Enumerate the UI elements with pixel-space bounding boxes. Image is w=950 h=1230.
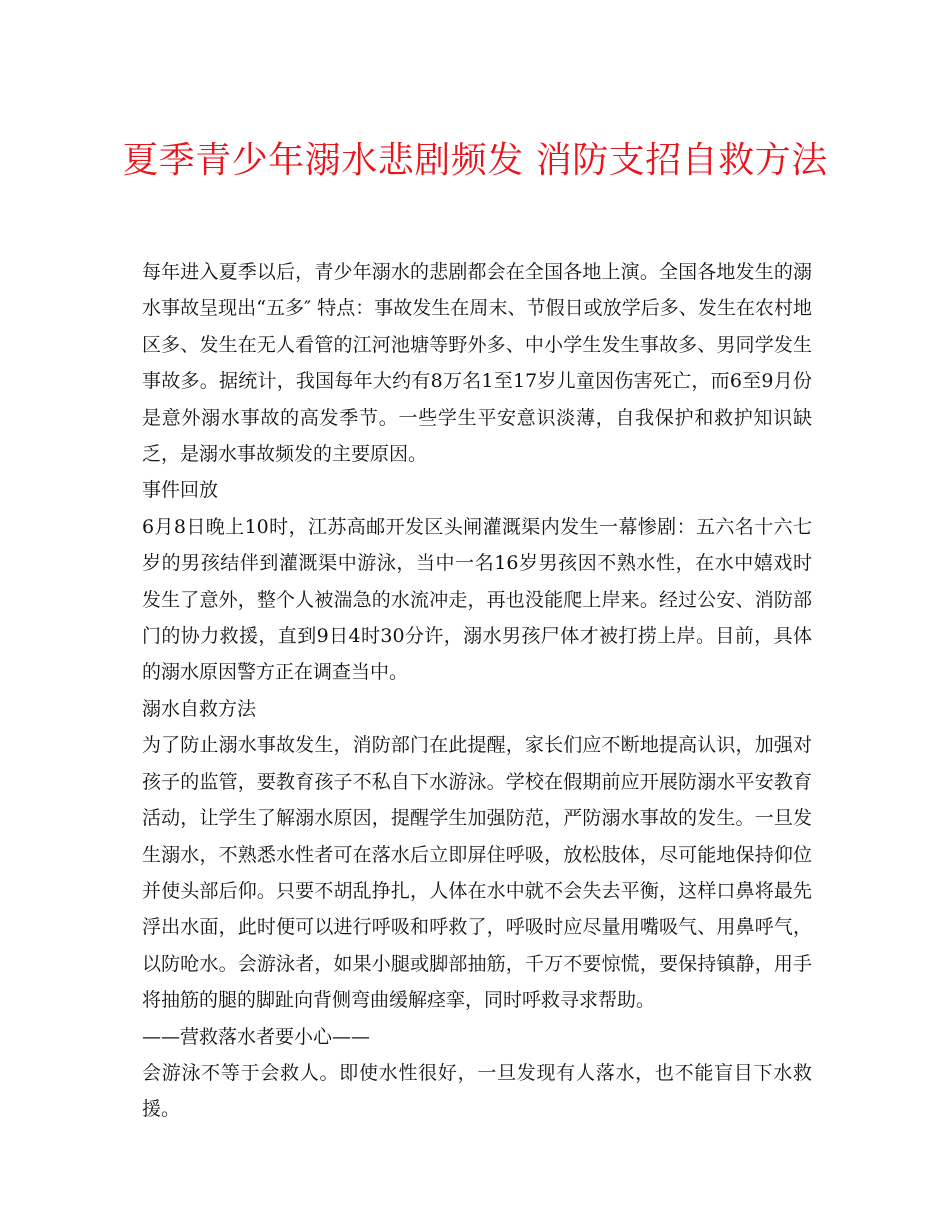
paragraph-intro: 每年进入夏季以后，青少年溺水的悲剧都会在全国各地上演。全国各地发生的溺水事故呈现出“五多″ 特点：事故发生在周末、节假日或放学后多、发生在农村地区多、发生在无人看管的江河池塘等野外多、中小学生发生事故多、男同学发生事故多。据统计，我国每年大约有8万名1至17岁儿童因伤害死亡，而6至9月份是意外溺水事故的高发季节。一些学生平安意识淡薄，自我保护和救护知识缺乏，是溺水事故频发的主要原因。 [142,261,812,466]
paragraph-self-rescue: 为了防止溺水事故发生，消防部门在此提醒，家长们应不断地提高认识，加强对孩子的监管，要教育孩子不私自下水游泳。学校在假期前应开展防溺水平安教育活动，让学生了解溺水原因，提醒学生加强防范，严防溺水事故的发生。一旦发生溺水，不熟悉水性者可在落水后立即屏住呼吸，放松肢体，尽可能地保持仰位并使头部后仰。只要不胡乱挣扎，人体在水中就不会失去平衡，这样口鼻将最先浮出水面，此时便可以进行呼吸和呼救了，呼吸时应尽量用嘴吸气、用鼻呼气，以防呛水。会游泳者，如果小腿或脚部抽筋，千万不要惊慌，要保持镇静，用手将抽筋的腿的脚趾向背侧弯曲缓解痉挛，同时呼救寻求帮助。 [142,734,812,1012]
section-heading-rescue-caution: ——营救落水者要小心—— [142,1025,371,1048]
document-body [142,254,812,1128]
section-heading-self-rescue: 溺水自救方法 [142,697,257,720]
paragraph-rescue-caution: 会游泳不等于会救人。即使水性很好，一旦发现有人落水，也不能盲目下水救援。 [142,1061,812,1121]
document-title: 夏季青少年溺水悲剧频发 消防支招自救方法 [122,140,828,181]
paragraph-incident: 6月8日晚上10时，江苏高邮开发区头闸灌溉渠内发生一幕惨剧：五六名十六七岁的男孩结伴到灌溉渠中游泳，当中一名16岁男孩因不熟水性，在水中嬉戏时发生了意外，整个人被湍急的水流冲走，再也没能爬上岸来。经过公安、消防部门的协力救援，直到9日4时30分许，溺水男孩尸体才被打捞上岸。目前，具体的溺水原因警方正在调查当中。 [142,515,812,684]
section-heading-incident: 事件回放 [142,479,219,502]
